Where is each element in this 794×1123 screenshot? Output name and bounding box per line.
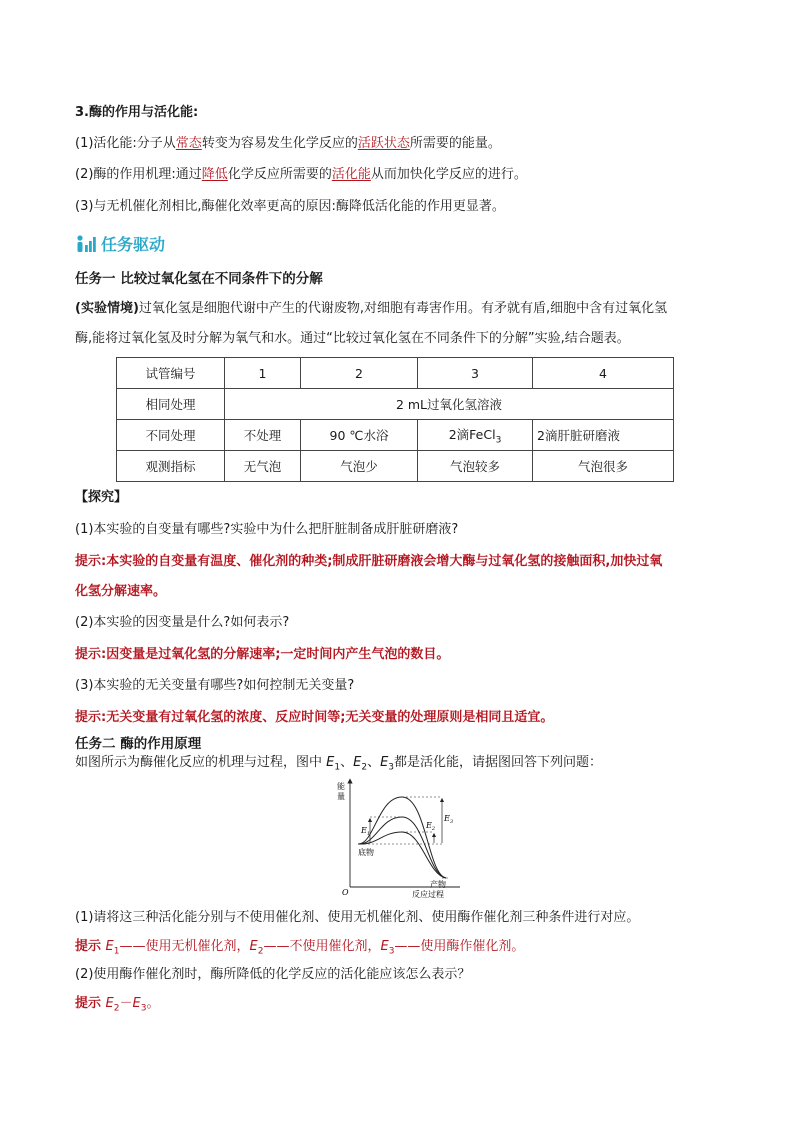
task1-q2: (2)本实验的因变量是什么?如何表示? <box>75 615 290 630</box>
product-label: 产物 <box>430 880 446 889</box>
experiment-table <box>116 357 674 482</box>
task2-a1: 提示 $E_1——$使用无机催化剂，$E_2——$不使用催化剂，$E_3——$使用酶作催化剂。 <box>75 939 525 957</box>
table-row: 试管编号 1 2 3 4 <box>117 358 674 389</box>
x-axis-label: 反应过程 <box>412 890 444 899</box>
task2-intro: 如图所示为酶催化反应的机理与过程，图中 $E_1$、$E_2$、$E_3$都是活化能，请据图回答下列问题： <box>75 755 603 773</box>
table-row: 观测指标 无气泡 气泡少 气泡较多 气泡很多 <box>117 451 674 482</box>
e1-label: $E_1$ <box>361 826 371 837</box>
people-chart-icon <box>75 234 97 254</box>
e3-label: $E_3$ <box>444 814 454 825</box>
task1-a1-line1: 提示:本实验的自变量有温度、催化剂的种类;制成肝脏研磨液会增大酶与过氧化氢的接触面积,加快过氧 <box>75 554 663 569</box>
table-row: 不同处理 不处理 90 ℃水浴 2滴FeCl$_3$ 2滴肝脏研磨液 <box>117 420 674 451</box>
task2-q2: (2)使用酶作催化剂时，酶所降低的化学反应的活化能应该怎么表示？ <box>75 967 471 982</box>
task1-a2: 提示:因变量是过氧化氢的分解速率;一定时间内产生气泡的数目。 <box>75 647 450 662</box>
s3-line-2: (2)酶的作用机理:通过降低化学反应所需要的活化能从而加快化学反应的进行。 <box>75 167 527 182</box>
task1-a3: 提示:无关变量有过氧化氢的浓度、反应时间等;无关变量的处理原则是相同且适宜。 <box>75 710 554 725</box>
table-row: 相同处理 2 mL过氧化氢溶液 <box>117 389 674 420</box>
task1-intro-1: (实验情境)过氧化氢是细胞代谢中产生的代谢废物,对细胞有毒害作用。有矛就有盾,细胞中含有过氧化氢 <box>75 301 668 316</box>
activation-energy-diagram <box>330 775 470 900</box>
s3-line-1: (1)活化能:分子从常态转变为容易发生化学反应的活跃状态所需要的能量。 <box>75 136 501 151</box>
task1-intro-2: 酶,能将过氧化氢及时分解为氧气和水。通过“比较过氧化氢在不同条件下的分解”实验,结合题表。 <box>75 331 630 346</box>
y-label-2: 量 <box>337 792 345 801</box>
task1-q3: (3)本实验的无关变量有哪些?如何控制无关变量? <box>75 678 355 693</box>
explore-label: 【探究】 <box>75 490 128 505</box>
task1-q1: (1)本实验的自变量有哪些?实验中为什么把肝脏制备成肝脏研磨液? <box>75 522 459 537</box>
s3-line-3: (3)与无机催化剂相比,酶催化效率更高的原因:酶降低活化能的作用更显著。 <box>75 199 505 214</box>
task1-a1-line2: 化氢分解速率。 <box>75 584 167 599</box>
origin-label: O <box>342 888 349 897</box>
reactant-label: 底物 <box>358 848 374 857</box>
task2-a2: 提示 $E_2-E_3$。 <box>75 996 160 1014</box>
task2-q1: (1)请将这三种活化能分别与不使用催化剂、使用无机催化剂、使用酶作催化剂三种条件进行对应。 <box>75 910 640 925</box>
curve-no-catalyst <box>358 797 446 878</box>
y-label-1: 能 <box>337 782 345 791</box>
e2-label: $E_2$ <box>426 821 436 832</box>
section-3-title: 3.酶的作用与活化能: <box>75 105 199 120</box>
task1-title: 任务一 比较过氧化氢在不同条件下的分解 <box>75 271 323 287</box>
section-header <box>75 232 165 255</box>
task2-title: 任务二 酶的作用原理 <box>75 736 202 752</box>
section-title: 任务驱动 <box>101 235 166 254</box>
